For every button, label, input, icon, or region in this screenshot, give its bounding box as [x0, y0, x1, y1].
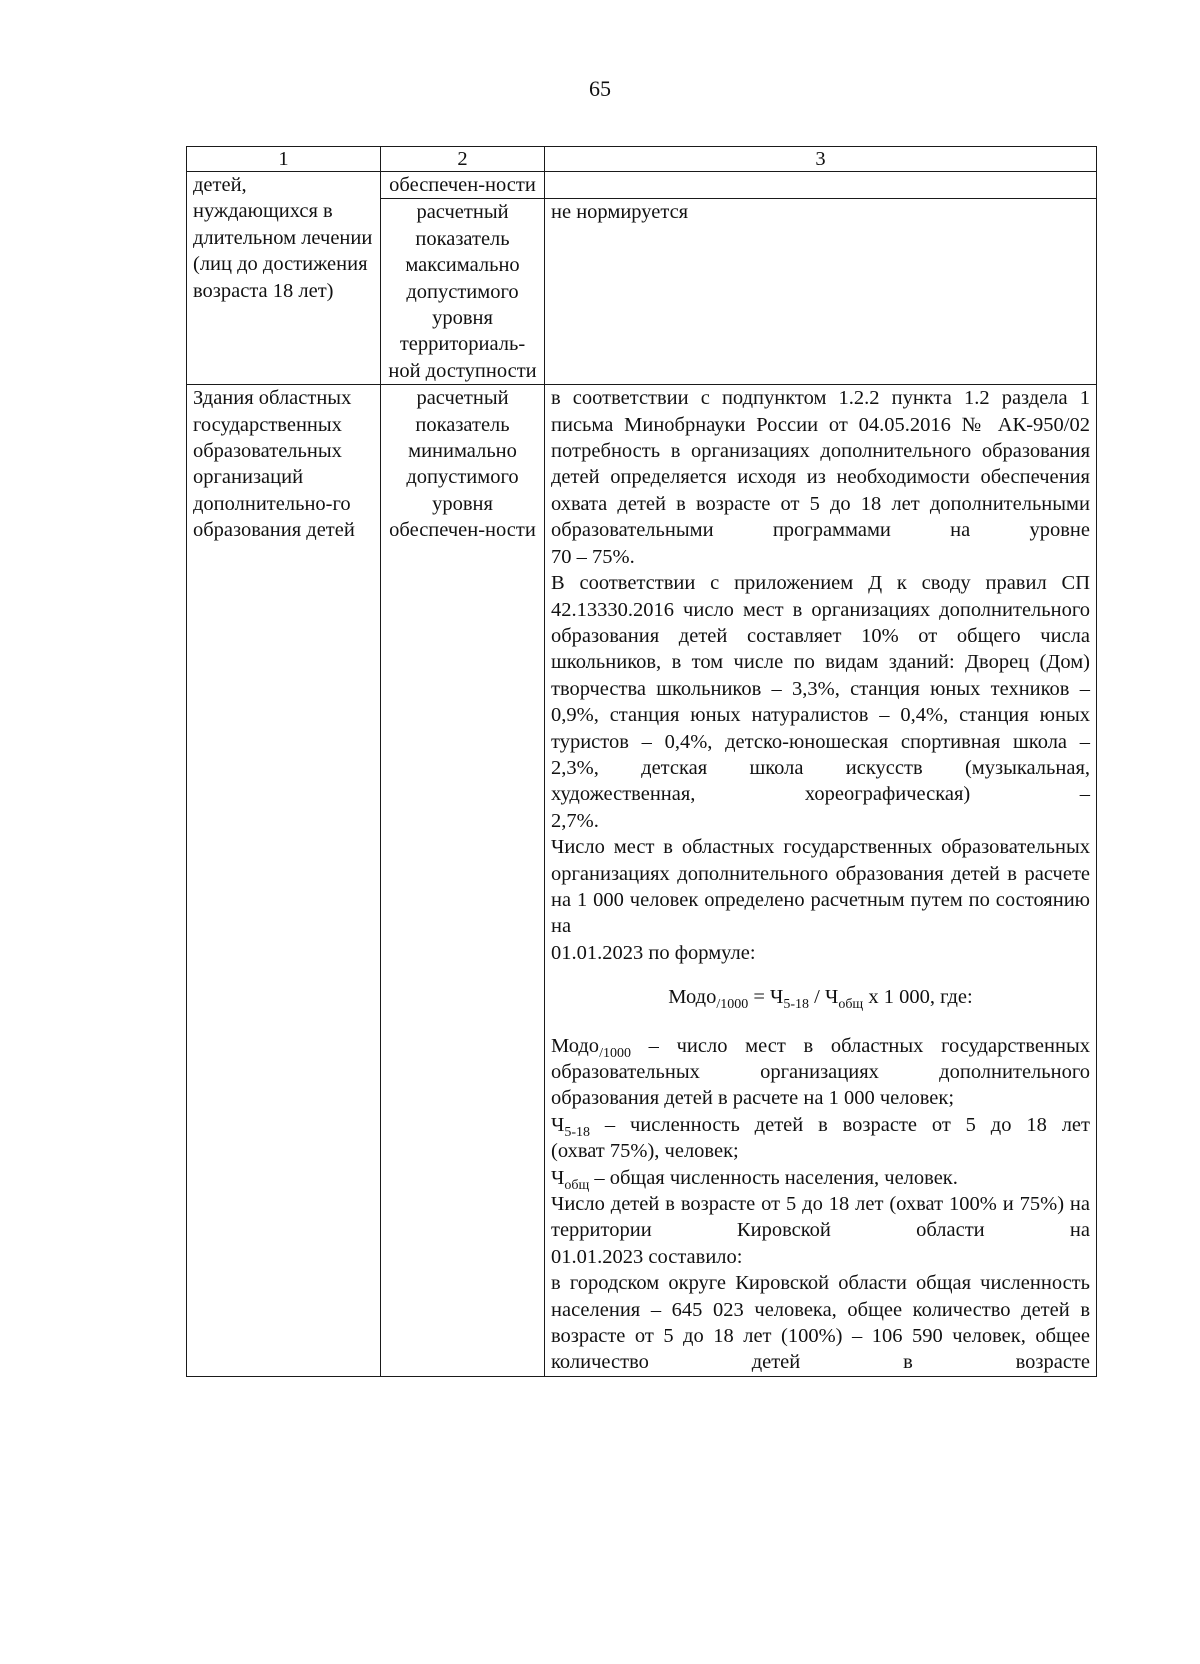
row1-col2-a: обеспечен-ности: [381, 172, 545, 199]
header-col-2: 2: [381, 147, 545, 172]
row2-col2: расчетный показатель минимально допустимого уровня обеспечен-ности: [381, 385, 545, 1377]
page-number: 65: [589, 76, 611, 101]
paragraph-1: в соответствии с подпунктом 1.2.2 пункта 1.2 раздела 1 письма Минобрнауки России от 04.05.2016 № АК-950/02 потребность в организациях дополнительного образования детей определяется исходя из необходимости обеспечения охвата детей в возрасте от 5 до 18 лет дополнительными образовательными программами на уровне: [551, 387, 1090, 542]
paragraph-2: В соответствии с приложением Д к своду правил СП 42.13330.2016 число мест в организациях дополнительного образования детей составляет 10% от общего числа школьников, в том числе по видам зданий: Дворец (Дом) творчества школьников – 3,3%, станция юных техников – 0,9%, станция юных натуралистов – 0,4%, станция юных туристов – 0,4%, детско-юношеская спортивная школа – 2,3%, детская школа искусств (музыкальная, художественная, хореографическая) –: [551, 572, 1090, 806]
table-header-row: [187, 147, 1097, 172]
paragraph-1-end: 70 – 75%.: [551, 545, 635, 568]
definition-3: $Ч_{общ}$ – общая численность населения, человек.: [551, 1166, 958, 1193]
row1-col2-b: расчетный показатель максимально допустимого уровня территориаль-ной доступности: [381, 199, 545, 385]
definition-1-end: образования детей в расчете на 1 000 человек;: [551, 1087, 955, 1110]
norms-table: [186, 146, 1097, 1377]
row1-col1: детей, нуждающихся в длительном лечении (лиц до достижения возраста 18 лет): [187, 172, 381, 385]
row1-col3-b: не нормируется: [545, 199, 1097, 385]
formula: Модо$_{/1000}$ = $Ч_{5-18} / Ч_{общ}$ х 1 000, где:: [668, 986, 973, 1013]
definition-1: Модо$_{/1000}$ – число мест в областных государственных образовательных организациях дополнительного: [551, 1034, 1090, 1083]
paragraph-2-end: 2,7%.: [551, 809, 599, 832]
table-row: [187, 385, 1097, 1377]
table-row: [187, 172, 1097, 199]
definition-2: $Ч_{5-18}$ – численность детей в возрасте от 5 до 18 лет: [551, 1113, 1090, 1140]
header-col-1: 1: [187, 147, 381, 172]
header-col-3: 3: [545, 147, 1097, 172]
definition-2-end: (охват 75%), человек;: [551, 1140, 739, 1163]
row2-col1: Здания областных государственных образовательных организаций дополнительно-го образования детей: [187, 385, 381, 1377]
paragraph-3: Число мест в областных государственных образовательных организациях дополнительного образования детей в расчете на 1 000 человек определено расчетным путем по состоянию на: [551, 836, 1090, 938]
row2-col3: [545, 385, 1097, 1377]
paragraph-4: Число детей в возрасте от 5 до 18 лет (охват 100% и 75%) на территории Кировской области на: [551, 1193, 1090, 1242]
paragraph-3-end: 01.01.2023 по формуле:: [551, 941, 756, 964]
paragraph-5: в городском округе Кировской области общая численность населения – 645 023 человека, общее количество детей в возрасте от 5 до 18 лет (100%) – 106 590 человек, общее количество детей в возрасте: [551, 1272, 1090, 1374]
row1-col3-a: [545, 172, 1097, 199]
paragraph-4-end: 01.01.2023 составило:: [551, 1245, 743, 1268]
